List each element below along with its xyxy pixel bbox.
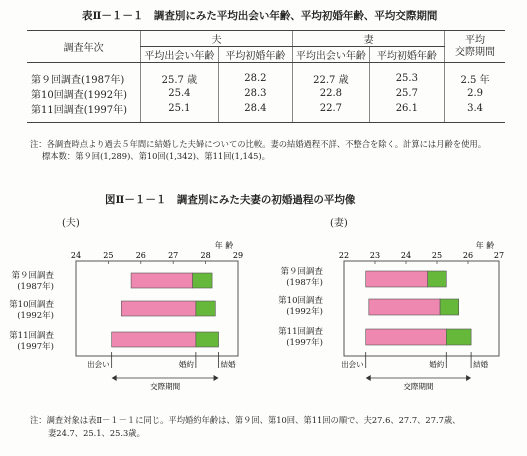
wife-category-label-3: 第11回調査 (1997年) <box>278 327 323 348</box>
cell-period: 3.4 <box>445 101 505 116</box>
row-survey: 第10回調査(1992年) <box>31 90 127 101</box>
row-survey: 第11回調査(1997年) <box>31 105 127 116</box>
wife-bar-courtship <box>366 271 428 287</box>
figure-title: 図Ⅱ－１－１ 調査別にみた夫妻の初婚過程の平均像 <box>105 194 356 206</box>
wife-x-tick-label: 22 <box>338 251 350 260</box>
wife-bar-engaged <box>440 299 459 315</box>
data-table <box>27 30 505 123</box>
cell-wife-meet: 22.7 歳 <box>293 71 369 86</box>
husband-period-label: 交際期間 <box>150 382 181 390</box>
wife-period-arrow-left <box>366 375 371 381</box>
wife-meet-label: 出会い <box>341 360 364 369</box>
husband-x-tick-label: 24 <box>70 251 82 260</box>
table-title: 表Ⅱ－１－１ 調査別にみた平均出会い年齢、平均初婚年齢、平均交際期間 <box>82 10 438 22</box>
husband-bar-engaged <box>193 273 212 288</box>
cell-husband-marry: 28.4 <box>218 101 293 116</box>
husband-bar-engaged <box>196 301 215 316</box>
wife-engage-label: 婚約 <box>429 360 445 369</box>
husband-x-tick-label: 25 <box>103 251 114 260</box>
husband-bar-engaged <box>196 332 219 347</box>
header-survey: 調査年次 <box>27 31 141 63</box>
header-husband-marry: 平均初婚年齢 <box>218 47 293 63</box>
cell-wife-meet: 22.8 <box>293 86 369 101</box>
figure-note-1: 注：調査対象は表Ⅱ－１－１に同じ。平均婚約年齢は、第９回、第10回、第11回の順で、夫27.6、27.7、27.7歳、 <box>30 415 461 425</box>
row-survey: 第９回調査(1987年) <box>31 75 125 86</box>
husband-panel-label: (夫) <box>62 218 80 229</box>
husband-meet-label: 出会い <box>87 360 110 369</box>
cell-wife-marry: 26.1 <box>369 101 445 116</box>
table-row <box>27 86 505 101</box>
header-wife-meet: 平均出会い年齢 <box>293 47 369 63</box>
wife-period-label: 交際期間 <box>403 382 434 390</box>
husband-bar-courtship <box>121 301 196 316</box>
wife-x-tick-label: 26 <box>462 251 474 260</box>
wife-panel-label: (妻) <box>330 218 348 229</box>
table-note-1: 注：各調査時点より過去５年間に結婚した夫婦についての比較。妻の結婚過程不詳、不整合を除く。計算には月齢を使用。 <box>30 139 487 149</box>
husband-marry-label: 結婚 <box>220 360 236 369</box>
header-wife: 妻 <box>293 31 445 47</box>
husband-bar-courtship <box>131 273 193 288</box>
wife-x-tick-label: 25 <box>431 251 443 260</box>
cell-period: 2.9 <box>445 86 505 101</box>
husband-bar-courtship <box>112 332 196 347</box>
wife-x-tick-label: 23 <box>369 251 381 260</box>
husband-category-label-3: 第11回調査 (1997年) <box>9 331 54 352</box>
cell-husband-meet: 25.4 <box>141 86 218 101</box>
husband-x-tick-label: 29 <box>232 251 244 260</box>
cell-husband-meet: 25.7 歳 <box>141 71 218 86</box>
cell-husband-marry: 28.3 <box>218 86 293 101</box>
husband-x-tick-label: 28 <box>200 251 211 260</box>
table-row <box>27 71 505 86</box>
wife-unit-label: 年 齢 <box>475 241 495 250</box>
cell-period: 2.5 年 <box>445 71 505 86</box>
header-wife-marry: 平均初婚年齢 <box>369 47 445 63</box>
cell-wife-meet: 22.7 <box>293 101 369 116</box>
cell-wife-marry: 25.7 <box>369 86 445 101</box>
husband-x-tick-label: 26 <box>135 251 146 260</box>
wife-bar-engaged <box>428 271 447 287</box>
wife-bar-courtship <box>366 329 447 345</box>
husband-unit-label: 年 齢 <box>214 241 234 250</box>
wife-bar-engaged <box>446 329 471 345</box>
husband-period-arrow-right <box>214 375 219 381</box>
husband-category-label-1: 第９回調査 (1987年) <box>11 271 54 292</box>
husband-chart <box>0 230 264 390</box>
header-husband: 夫 <box>141 31 293 47</box>
table-row <box>27 101 505 116</box>
husband-engage-label: 婚約 <box>178 360 194 369</box>
wife-period-arrow-right <box>466 375 471 381</box>
cell-husband-meet: 25.1 <box>141 101 218 116</box>
husband-category-label-2: 第10回調査 (1992年) <box>9 300 54 321</box>
wife-category-label-2: 第10回調査 (1992年) <box>278 296 323 317</box>
header-period: 平均 交際期間 <box>445 31 505 63</box>
wife-bar-courtship <box>369 299 440 315</box>
cell-wife-marry: 25.3 <box>369 71 445 86</box>
wife-x-tick-label: 24 <box>400 251 412 260</box>
wife-chart <box>264 230 527 390</box>
husband-x-tick-label: 27 <box>168 251 179 260</box>
cell-husband-marry: 28.2 <box>218 71 293 86</box>
wife-marry-label: 結婚 <box>473 360 489 369</box>
table-note-2: 標本数：第９回(1,289)、第10回(1,342)、第11回(1,145)。 <box>42 151 270 161</box>
husband-period-arrow-left <box>112 375 117 381</box>
wife-x-tick-label: 27 <box>493 251 505 260</box>
wife-category-label-1: 第９回調査 (1987年) <box>280 267 323 288</box>
figure-note-2: 妻24.7、25.1、25.3歳。 <box>48 428 145 438</box>
header-husband-meet: 平均出会い年齢 <box>141 47 218 63</box>
